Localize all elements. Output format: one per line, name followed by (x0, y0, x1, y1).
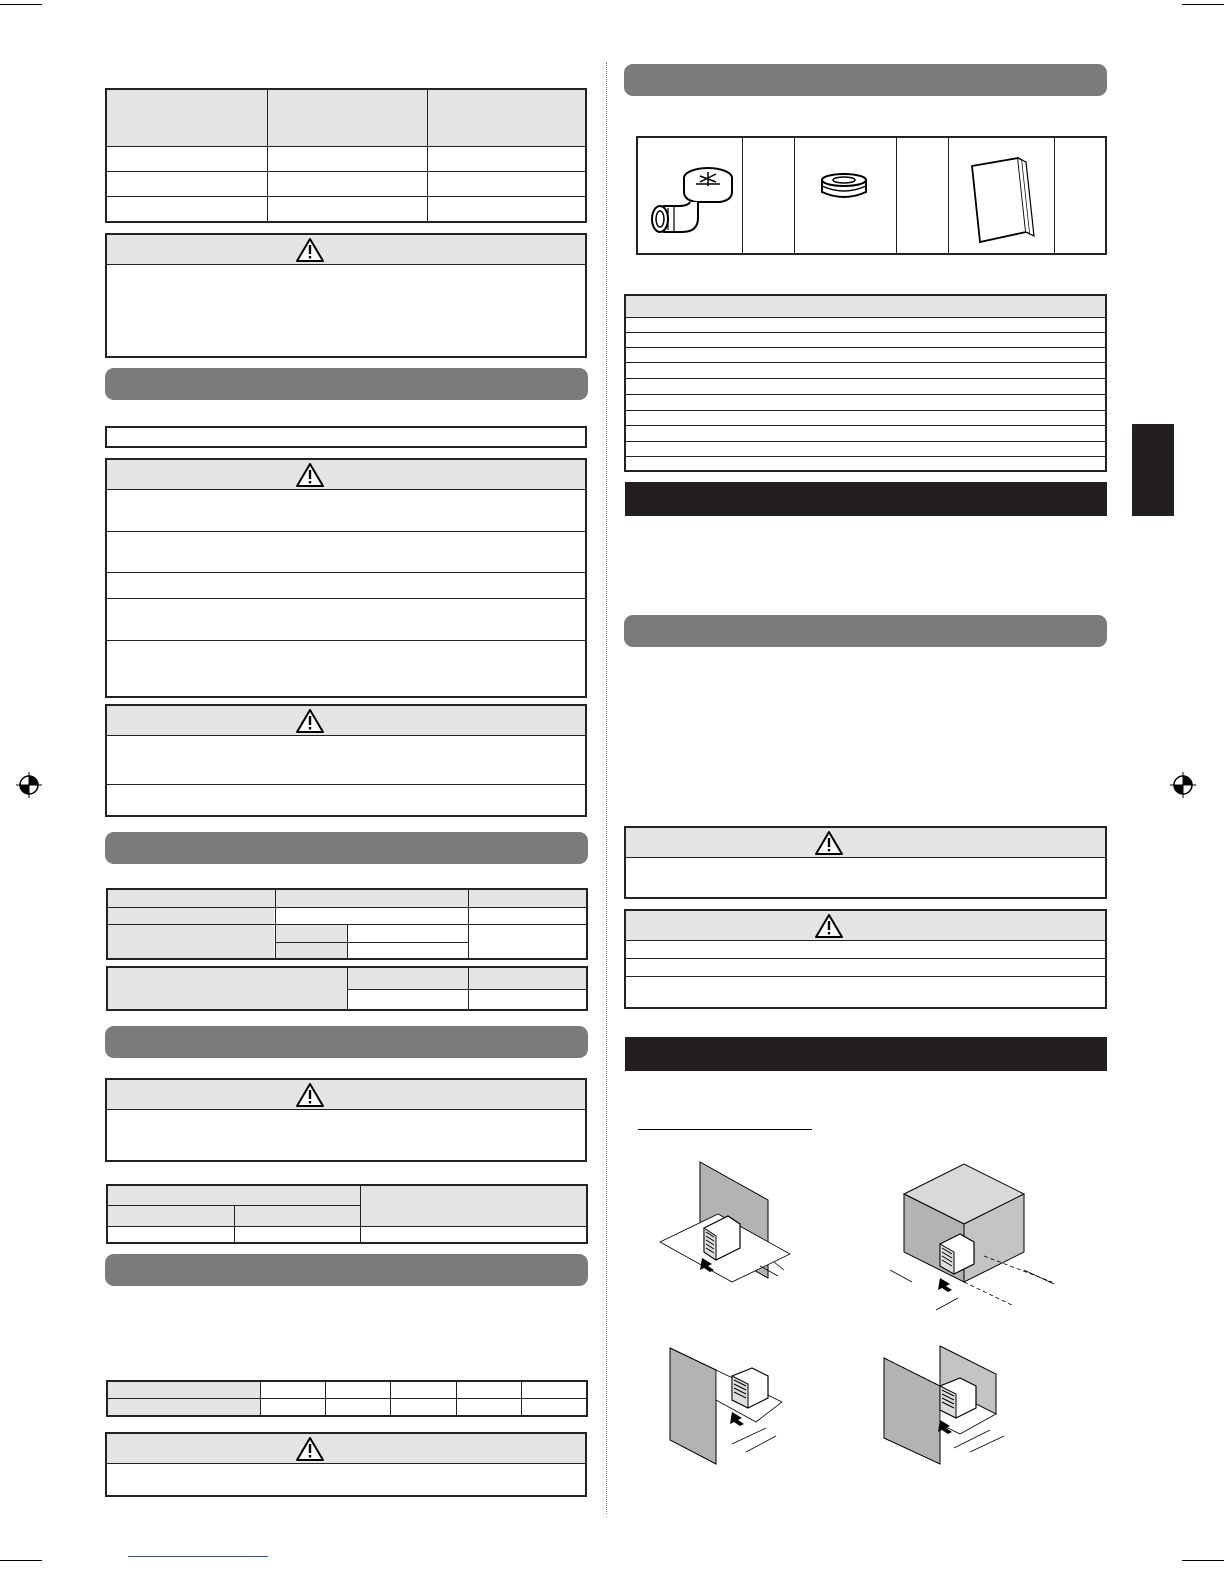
table-rule (626, 394, 1105, 395)
crop-mark (1182, 4, 1224, 5)
warning-triangle-icon (295, 462, 325, 488)
table-rule (260, 1382, 261, 1415)
section-heading-bar (105, 832, 588, 864)
warning-box (105, 233, 587, 358)
warning-box (105, 458, 587, 698)
table-rule (107, 1463, 585, 1464)
table-rule (267, 90, 268, 221)
warning-triangle-icon (295, 237, 325, 263)
table-header (626, 296, 1105, 317)
section-heading-bar (105, 368, 588, 400)
footer-link-underline (128, 1556, 268, 1557)
warning-triangle-icon (295, 1082, 325, 1108)
table-rule (107, 598, 585, 599)
warning-triangle-icon (814, 913, 844, 939)
warning-box (105, 1078, 587, 1162)
table-cell-shaded (108, 925, 274, 958)
warning-triangle-icon (295, 1436, 325, 1462)
warning-header (107, 1080, 585, 1109)
registration-mark-icon (1170, 772, 1196, 798)
warning-triangle-icon (295, 708, 325, 734)
warning-header (107, 235, 585, 264)
table-rule (948, 138, 949, 253)
clearance-three-walls (884, 1160, 1064, 1318)
table-rule (348, 989, 586, 990)
table-rule (626, 347, 1105, 348)
table-rule (275, 942, 468, 943)
table-header (108, 890, 586, 907)
crop-mark (0, 1560, 42, 1561)
table-rule (626, 441, 1105, 442)
table-rule (626, 410, 1105, 411)
table-rule (626, 857, 1105, 858)
spec-table-1 (105, 88, 587, 223)
chapter-heading-bar (625, 1037, 1107, 1071)
registration-mark-icon (16, 772, 42, 798)
warning-header (626, 828, 1105, 857)
table-rule (107, 146, 585, 147)
pipe-length-table (106, 1380, 588, 1417)
table-rule (107, 196, 585, 197)
breaker-table (106, 1184, 588, 1244)
drain-elbow-illustration (644, 162, 738, 234)
caution-box (624, 909, 1107, 1009)
table-rule (234, 1205, 235, 1242)
clearance-two-walls-front (666, 1340, 796, 1472)
subheading-underline (638, 1129, 812, 1130)
warning-header (107, 460, 585, 489)
note-box (105, 426, 587, 448)
table-rule (626, 976, 1105, 977)
table-rule (742, 138, 743, 253)
warning-box (624, 826, 1107, 899)
table-rule (1054, 138, 1055, 253)
manual-booklet-illustration (968, 156, 1040, 248)
column-divider (606, 62, 607, 1514)
table-rule (626, 425, 1105, 426)
table-rule (626, 362, 1105, 363)
table-rule (107, 489, 585, 490)
table-rule (626, 958, 1105, 959)
caution-header (107, 1434, 585, 1463)
table-rule (626, 378, 1105, 379)
table-rule (325, 1382, 326, 1415)
drain-cap-illustration (818, 172, 870, 200)
pipe-table (106, 888, 588, 960)
caution-box (105, 704, 587, 817)
table-cell-shaded (108, 968, 347, 1009)
caution-header (107, 706, 585, 735)
table-cell-shaded (108, 908, 274, 924)
section-heading-bar (624, 615, 1107, 647)
table-rule (626, 332, 1105, 333)
table-rule (896, 138, 897, 253)
table-rule (521, 1382, 522, 1415)
table-rule (360, 1186, 361, 1242)
table-rule (107, 264, 585, 265)
table-rule (107, 572, 585, 573)
table-rule (107, 640, 585, 641)
language-side-tab (1132, 424, 1174, 516)
table-rule (107, 1109, 585, 1110)
section-heading-bar (624, 64, 1107, 96)
caution-box (105, 1432, 587, 1497)
section-heading-bar (105, 1026, 588, 1058)
table-rule (468, 890, 469, 958)
table-header (107, 90, 585, 146)
clearance-one-wall (656, 1158, 796, 1286)
table-rule (108, 1226, 586, 1227)
table-rule (468, 968, 469, 1009)
table-rule (347, 968, 348, 1009)
crop-mark (1182, 1560, 1224, 1561)
table-header (348, 968, 586, 989)
torque-table (106, 966, 588, 1011)
table-rule (456, 1382, 457, 1415)
warning-triangle-icon (814, 830, 844, 856)
table-rule (626, 456, 1105, 457)
crop-mark (0, 4, 42, 5)
chapter-heading-bar (625, 482, 1107, 516)
table-rule (275, 890, 276, 958)
table-rule (794, 138, 795, 253)
section-heading-bar (105, 1254, 588, 1286)
table-rule (390, 1382, 391, 1415)
table-rule (108, 1398, 586, 1399)
table-rule (107, 531, 585, 532)
table-rule (107, 735, 585, 736)
optional-parts-table (624, 294, 1107, 472)
clearance-two-walls-corner (880, 1340, 1010, 1470)
table-header (108, 1186, 586, 1226)
table-rule (347, 924, 348, 958)
caution-header (626, 911, 1105, 940)
table-rule (626, 940, 1105, 941)
table-rule (626, 317, 1105, 318)
table-rule (107, 171, 585, 172)
table-rule (427, 90, 428, 221)
accessories-table (636, 136, 1107, 255)
table-rule (107, 784, 585, 785)
